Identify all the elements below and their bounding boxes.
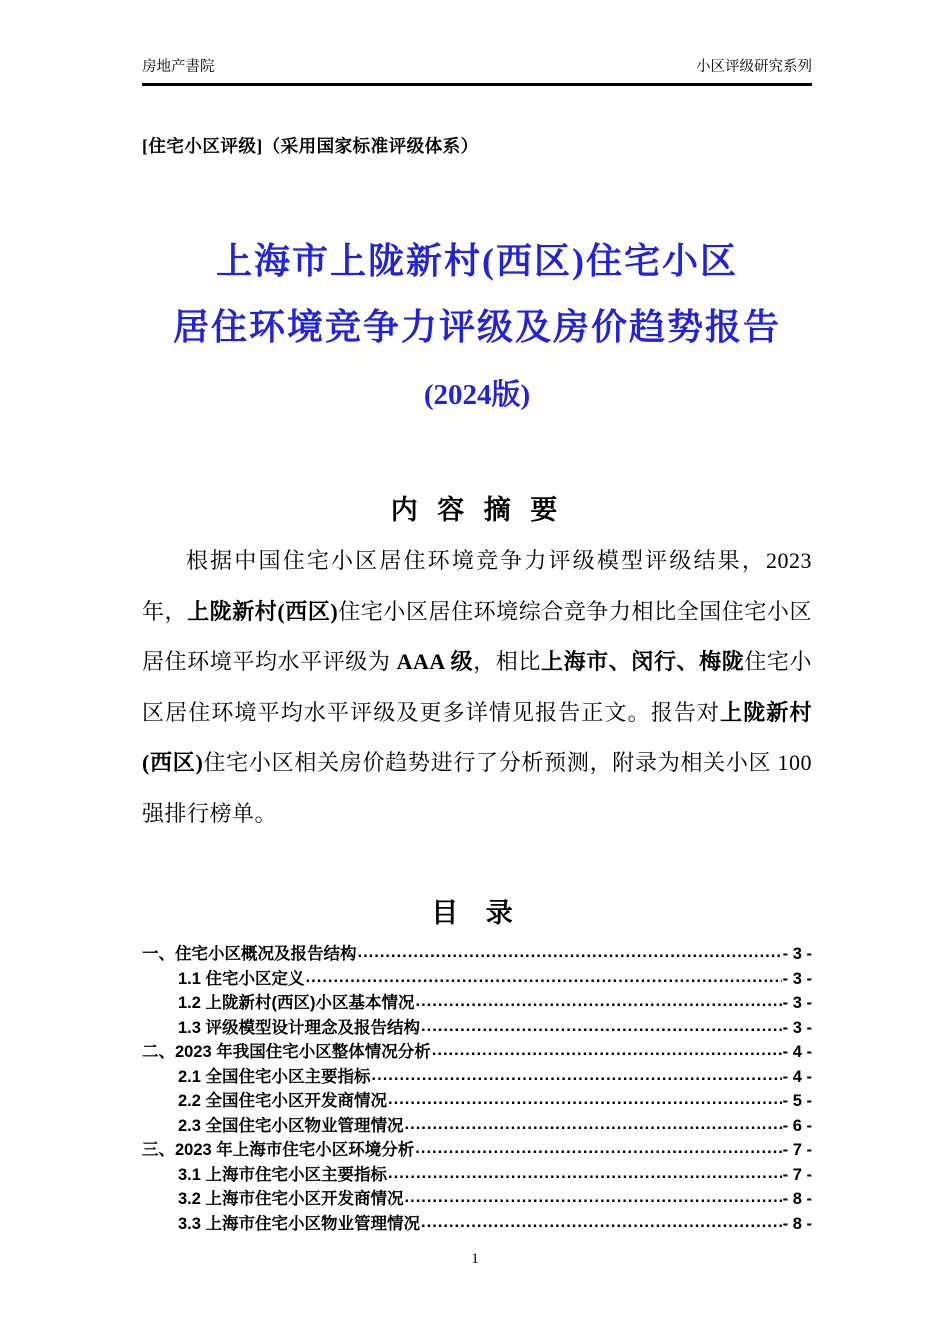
header-left-text: 房地产書院 xyxy=(142,59,215,75)
toc-dot-leader xyxy=(388,1087,782,1112)
toc-entry-label: 1.1 住宅小区定义 xyxy=(178,969,305,988)
toc-entry xyxy=(142,1016,812,1041)
summary-segment: 住宅小区相关房价趋势进行了分析预测，附录为相关小区 100 强排行榜单。 xyxy=(142,750,812,826)
toc-dot-leader xyxy=(388,1161,782,1186)
toc-entry-label: 2.1 全国住宅小区主要指标 xyxy=(178,1067,371,1086)
toc-entry xyxy=(142,991,812,1016)
toc-entry-page: - 3 - xyxy=(782,994,812,1012)
toc-entry-label: 一、住宅小区概况及报告结构 xyxy=(142,945,357,963)
toc-dot-leader xyxy=(432,1038,782,1063)
toc-entry-page: - 3 - xyxy=(782,1018,812,1037)
toc-entry-page: - 8 - xyxy=(782,1214,812,1233)
table-of-contents xyxy=(142,942,812,1236)
toc-entry xyxy=(142,1065,812,1090)
toc-entry xyxy=(142,1114,812,1139)
summary-segment-community-name: 上陇新村(西区) xyxy=(142,699,812,775)
page-number: 1 xyxy=(471,1251,479,1267)
toc-heading: 目 录 xyxy=(431,898,523,928)
toc-entry-page: - 7 - xyxy=(782,1141,812,1159)
summary-segment: 住宅小区居住环境平均水平评级及更多详情见报告正文。报告对 xyxy=(142,649,812,725)
toc-entry xyxy=(142,1212,812,1237)
toc-dot-leader xyxy=(416,989,782,1014)
toc-dot-leader xyxy=(372,1063,782,1088)
toc-dot-leader xyxy=(405,1112,782,1137)
report-title xyxy=(142,228,812,426)
toc-entry-label: 三、2023 年上海市住宅小区环境分析 xyxy=(142,1141,415,1159)
summary-segment: ，相比 xyxy=(473,649,541,674)
toc-entry-label: 二、2023 年我国住宅小区整体情况分析 xyxy=(142,1043,431,1061)
header-right-text: 小区评级研究系列 xyxy=(696,59,812,75)
toc-entry-label: 1.3 评级模型设计理念及报告结构 xyxy=(178,1018,421,1037)
toc-entry-label: 2.3 全国住宅小区物业管理情况 xyxy=(178,1116,404,1135)
toc-entry-page: - 5 - xyxy=(782,1092,812,1110)
toc-entry xyxy=(142,1040,812,1065)
toc-entry-label: 3.2 上海市住宅小区开发商情况 xyxy=(178,1190,404,1208)
toc-entry-page: - 7 - xyxy=(782,1165,812,1184)
summary-segment-regions: 上海市、闵行、梅陇 xyxy=(541,649,745,674)
toc-entry-page: - 6 - xyxy=(782,1116,812,1135)
toc-dot-leader xyxy=(405,1185,782,1210)
toc-dot-leader xyxy=(415,1136,781,1161)
toc-entry-label: 3.1 上海市住宅小区主要指标 xyxy=(178,1165,388,1184)
summary-heading: 内 容 摘 要 xyxy=(390,495,564,525)
toc-entry-page: - 4 - xyxy=(782,1043,812,1061)
toc-entry-label: 2.2 全国住宅小区开发商情况 xyxy=(178,1092,388,1110)
toc-entry xyxy=(142,1187,812,1212)
toc-entry-page: - 4 - xyxy=(782,1067,812,1086)
report-title-line1: 上海市上陇新村(西区)住宅小区 xyxy=(216,241,738,281)
summary-segment: 住宅小区居住环境综合竞争力相比全国住宅小区居住环境平均水平评级为 xyxy=(142,598,812,674)
toc-entry-page: - 3 - xyxy=(782,945,812,963)
report-title-line2: 居住环境竞争力评级及房价趋势报告 xyxy=(172,307,781,347)
classification-line: [住宅小区评级]（采用国家标准评级体系） xyxy=(142,136,479,156)
toc-entry xyxy=(142,1138,812,1163)
toc-entry xyxy=(142,1089,812,1114)
toc-entry xyxy=(142,967,812,992)
report-title-edition: (2024版) xyxy=(423,379,531,411)
toc-dot-leader xyxy=(421,1210,782,1235)
toc-entry-page: - 3 - xyxy=(782,969,812,988)
toc-entry-label: 1.2 上陇新村(西区)小区基本情况 xyxy=(178,994,415,1012)
running-header xyxy=(142,58,812,86)
toc-entry xyxy=(142,1163,812,1188)
summary-segment: 根据中国住宅小区居住环境竞争力评级模型评级结果，2023 年， xyxy=(142,548,812,624)
toc-dot-leader xyxy=(306,965,782,990)
toc-entry xyxy=(142,942,812,967)
summary-paragraph xyxy=(142,536,812,839)
summary-segment-rating: AAA 级 xyxy=(396,649,474,674)
toc-dot-leader xyxy=(421,1014,782,1039)
toc-dot-leader xyxy=(358,940,782,965)
toc-entry-page: - 8 - xyxy=(782,1190,812,1208)
toc-entry-label: 3.3 上海市住宅小区物业管理情况 xyxy=(178,1214,421,1233)
summary-segment-community-name: 上陇新村(西区) xyxy=(187,598,339,624)
